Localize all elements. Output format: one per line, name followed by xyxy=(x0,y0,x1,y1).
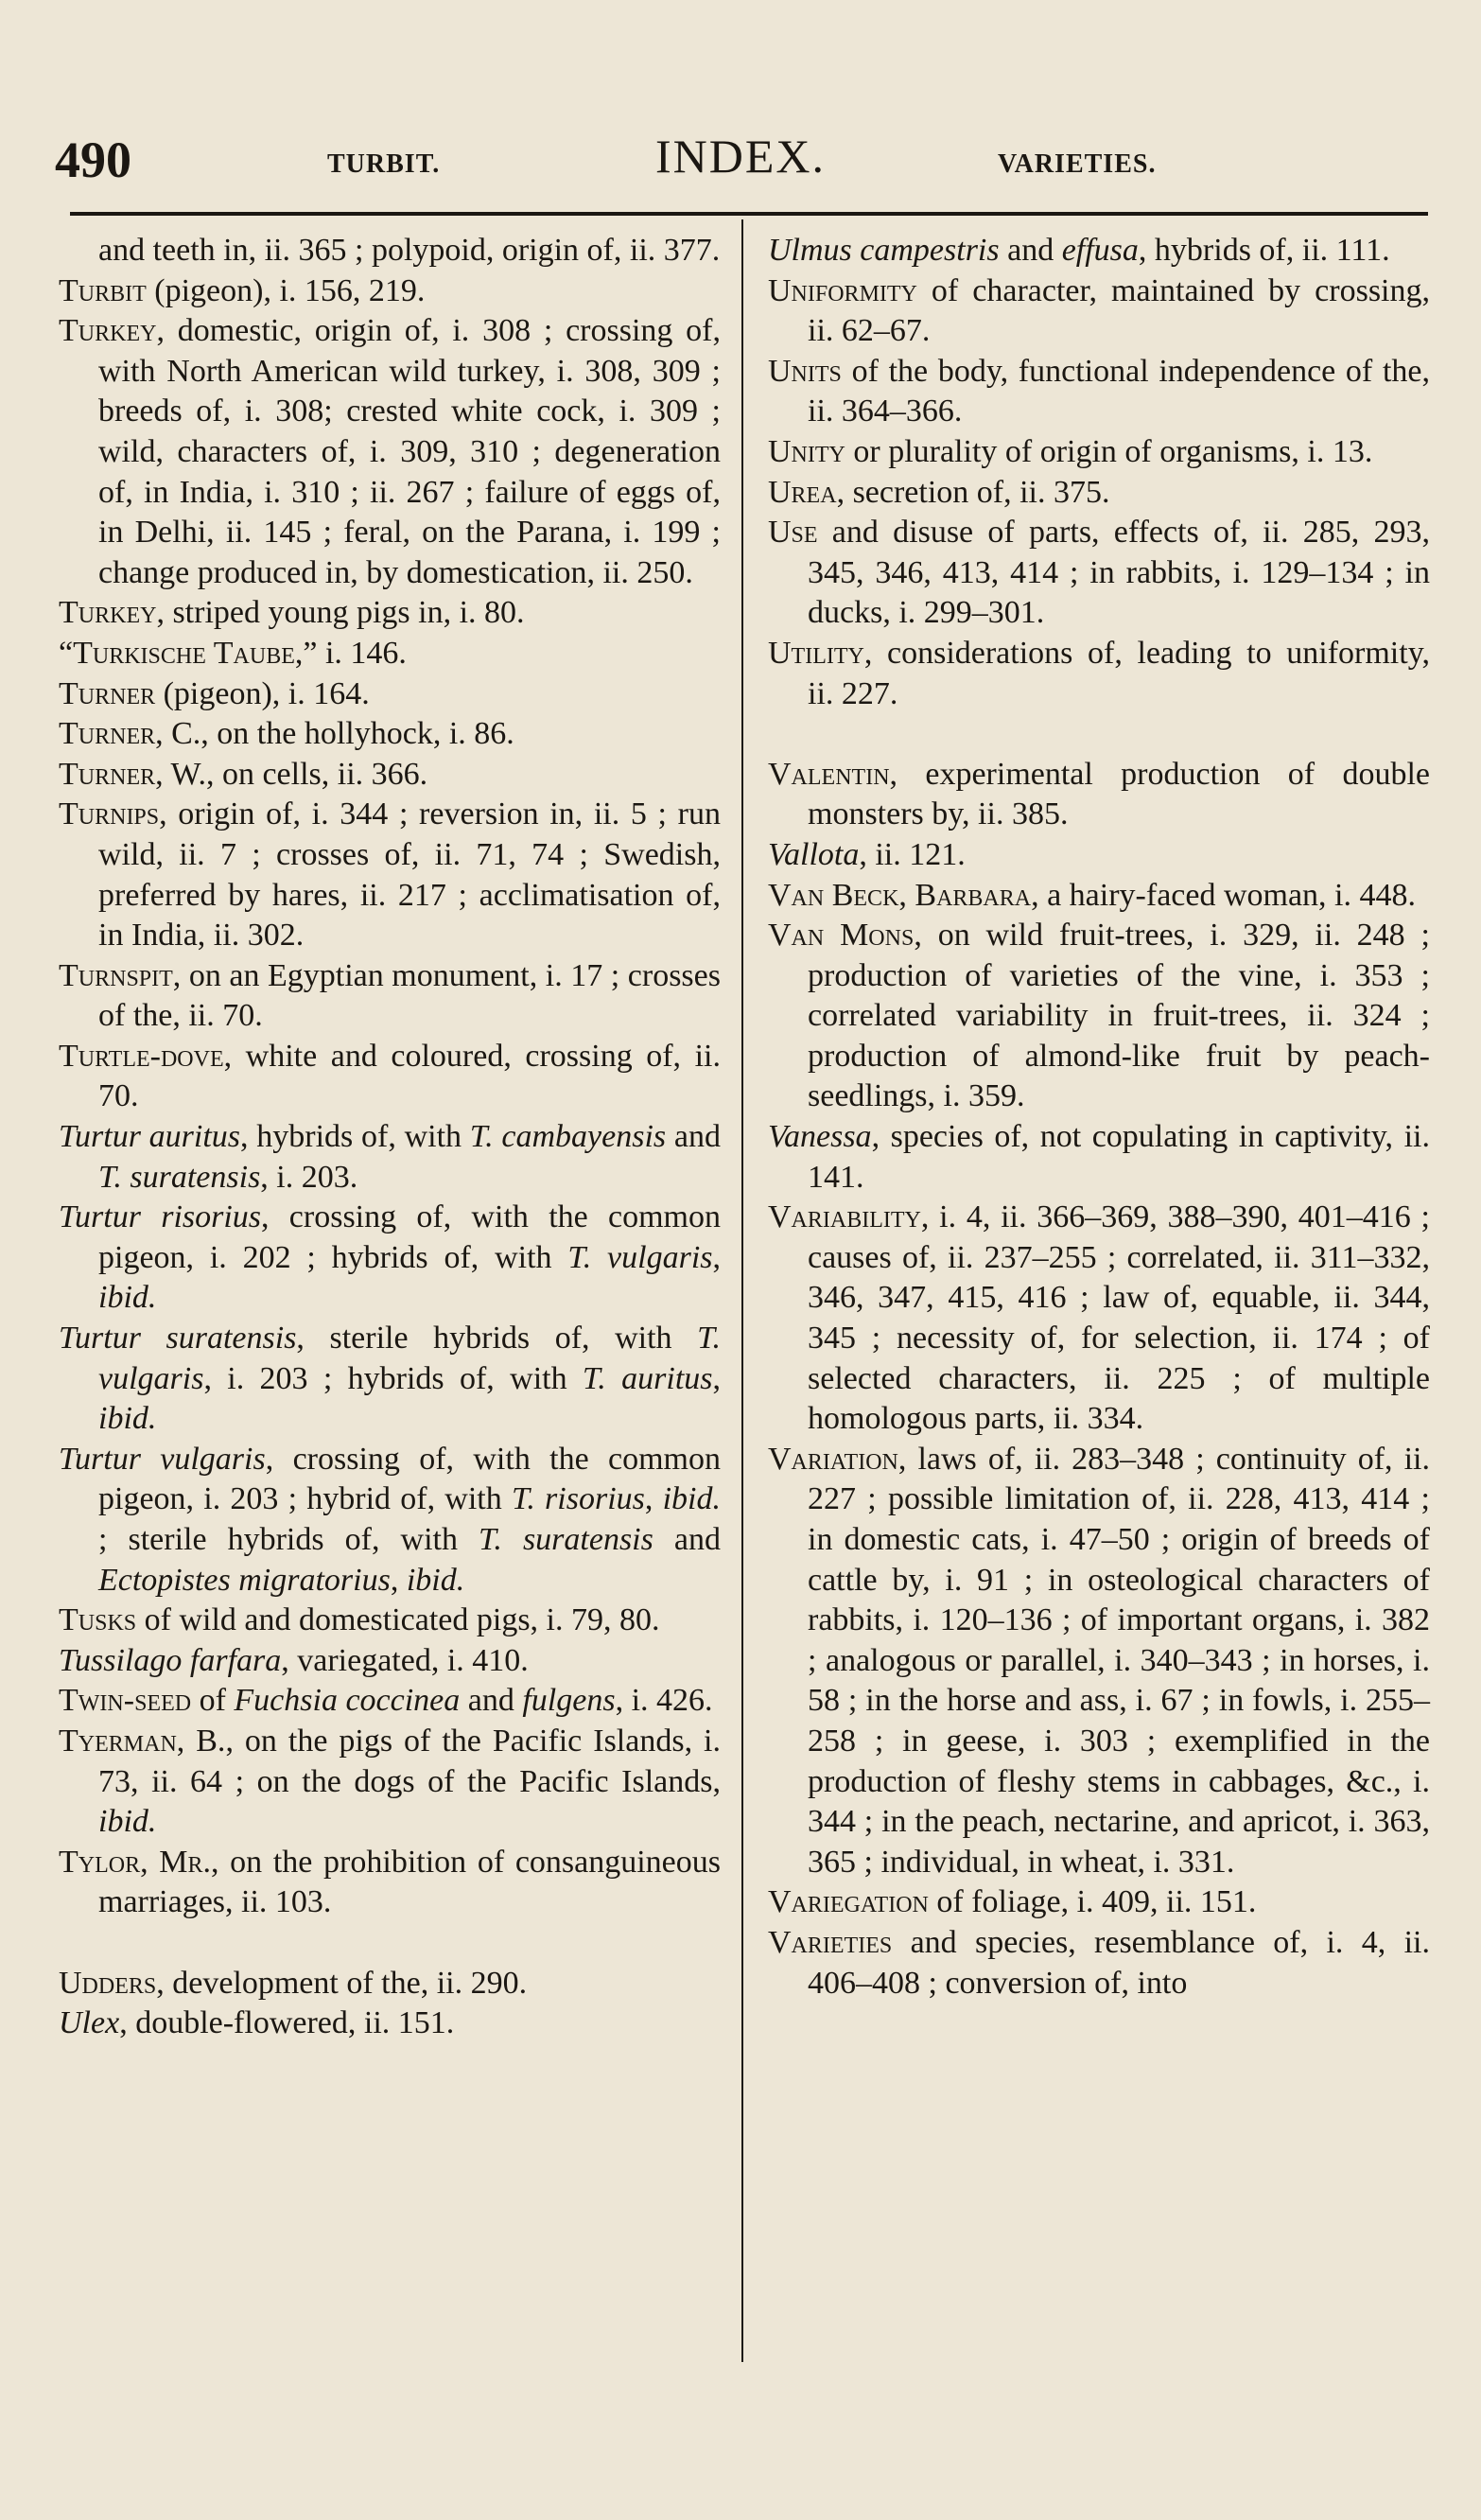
entry-headword: Turnips xyxy=(59,796,160,832)
header-rule xyxy=(70,212,1428,216)
index-entry: Ulex, double-flowered, ii. 151. xyxy=(59,2005,455,2041)
index-entry: Turnips, origin of, i. 344 ; reversion in, ii. 5 ; run wild, ii. 7 ; crosses of, ii. 71, 74 ; Swedish, preferred by hares, ii. 217 ; acclimatisation of, in India, ii. 302. xyxy=(59,796,721,954)
index-entry: Varieties and species, resemblance of, i. 4, ii. 406–408 ; conversion of, into xyxy=(768,1924,1430,2001)
index-entry: Uniformity of character, maintained by crossing, ii. 62–67. xyxy=(768,272,1430,349)
entry-headword: Turkey xyxy=(59,595,157,631)
index-entry: Valentin, experimental production of double monsters by, ii. 385. xyxy=(768,756,1430,832)
index-entry: Turtur auritus, hybrids of, with T. cambayensis and T. suratensis, i. 203. xyxy=(59,1119,721,1195)
entry-headword: Turnspit xyxy=(59,957,173,993)
index-entry: Turner, W., on cells, ii. 366. xyxy=(59,756,428,792)
index-entry: and teeth in, ii. 365 ; polypoid, origin of, ii. 377. xyxy=(98,233,721,268)
entry-headword: Use xyxy=(768,515,818,551)
entry-headword: Units xyxy=(768,353,842,389)
index-entry: Turkey, domestic, origin of, i. 308 ; crossing of, with North American wild turkey, i. 308, 309 ; breeds of, i. 308; crested white cock, i. 309 ; wild, characters of, i. 309, 310 ; degeneration of, in India, i. 310 ; ii. 267 ; failure of eggs of, in Delhi, ii. 145 ; feral, on the Parana, i. 199 ; change produced in, by domestication, ii. 250. xyxy=(59,313,721,590)
index-entry: Van Beck, Barbara, a hairy-faced woman, i. 448. xyxy=(768,877,1416,913)
index-entry: Ulmus campestris and effusa, hybrids of, ii. 111. xyxy=(768,233,1390,268)
index-entry: Utility, considerations of, leading to uniformity, ii. 227. xyxy=(768,635,1430,711)
index-entry: Unity or plurality of origin of organisms, i. 13. xyxy=(768,433,1373,469)
entry-headword: Unity xyxy=(768,433,845,469)
entry-headword: Uniformity xyxy=(768,272,917,308)
index-entry: Variability, i. 4, ii. 366–369, 388–390, 401–416 ; causes of, ii. 237–255 ; correlated, ii. 311–332, 346, 347, 415, 416 ; law of, equable, ii. 344, 345 ; necessity of, for selection, ii. 174 ; of selected characters, ii. 225 ; of multiple homologous parts, ii. 334. xyxy=(768,1199,1430,1437)
entry-headword: Utility xyxy=(768,635,864,671)
entry-headword: Variation xyxy=(768,1441,898,1477)
index-entry: Vanessa, species of, not copulating in captivity, ii. 141. xyxy=(768,1119,1430,1195)
index-entry: Tyerman, B., on the pigs of the Pacific Islands, i. 73, ii. 64 ; on the dogs of the Pacific Islands, ibid. xyxy=(59,1723,721,1840)
index-entry: Turner (pigeon), i. 164. xyxy=(59,675,370,711)
entry-headword: Turner, W. xyxy=(59,756,206,792)
left-column xyxy=(59,231,721,2044)
entry-headword: Turbit xyxy=(59,272,147,308)
entry-headword: Valentin xyxy=(768,756,890,792)
entry-headword: Van Mons xyxy=(768,918,915,954)
entry-headword: “Turkische Taube,” xyxy=(59,635,318,671)
entry-headword: Variegation xyxy=(768,1884,929,1920)
entry-headword: Tyerman, B. xyxy=(59,1723,226,1759)
page-number: 490 xyxy=(55,131,131,188)
entry-headword: Udders xyxy=(59,1965,157,2001)
index-entry: Tussilago farfara, variegated, i. 410. xyxy=(59,1642,529,1678)
index-entry: Turner, C., on the hollyhock, i. 86. xyxy=(59,716,514,752)
index-entry: Use and disuse of parts, effects of, ii. 285, 293, 345, 346, 413, 414 ; in rabbits, i. 129–134 ; in ducks, i. 299–301. xyxy=(768,515,1430,631)
entry-headword: Tylor, Mr. xyxy=(59,1844,212,1880)
index-entry: Tylor, Mr., on the prohibition of consanguineous marriages, ii. 103. xyxy=(59,1844,721,1920)
entry-headword: Variability xyxy=(768,1199,921,1235)
entry-headword: Turner xyxy=(59,675,156,711)
entry-headword: Van Beck, Barbara xyxy=(768,877,1032,913)
section-gap xyxy=(59,1923,721,1964)
index-entry: Turtur vulgaris, crossing of, with the common pigeon, i. 203 ; hybrid of, with T. risorius, ibid. ; sterile hybrids of, with T. suratensis and Ectopistes migratorius, ibid. xyxy=(59,1441,721,1598)
index-entry: Units of the body, functional independence of the, ii. 364–366. xyxy=(768,353,1430,429)
page-header xyxy=(55,123,1436,189)
index-entry: “Turkische Taube,” i. 146. xyxy=(59,635,407,671)
index-entry: Udders, development of the, ii. 290. xyxy=(59,1965,528,2001)
index-entry: Turtur suratensis, sterile hybrids of, with T. vulgaris, i. 203 ; hybrids of, with T. auritus, ibid. xyxy=(59,1321,721,1437)
index-entry: Turtle-dove, white and coloured, crossing of, ii. 70. xyxy=(59,1038,721,1114)
entry-headword: Turtle-dove xyxy=(59,1038,224,1074)
entry-headword: Turkey xyxy=(59,313,157,349)
entry-headword: Varieties xyxy=(768,1924,893,1960)
index-entry: Vallota, ii. 121. xyxy=(768,836,966,872)
index-entry: Turbit (pigeon), i. 156, 219. xyxy=(59,272,426,308)
left-running-head: TURBIT. xyxy=(327,149,441,179)
right-running-head: VARIETIES. xyxy=(998,149,1157,179)
column-divider xyxy=(741,219,743,2362)
index-entry: Van Mons, on wild fruit-trees, i. 329, ii. 248 ; production of varieties of the vine, i. 353 ; correlated variability in fruit-trees, ii. 324 ; production of almond-like fruit by peach-seedlings, i. 359. xyxy=(768,918,1430,1114)
index-entry: Urea, secretion of, ii. 375. xyxy=(768,474,1110,510)
index-entry: Variegation of foliage, i. 409, ii. 151. xyxy=(768,1884,1257,1920)
page-title: INDEX. xyxy=(655,130,827,183)
index-entry: Turtur risorius, crossing of, with the common pigeon, i. 202 ; hybrids of, with T. vulgaris, ibid. xyxy=(59,1199,721,1316)
entry-headword: Turner, C. xyxy=(59,716,201,752)
index-entry: Turnspit, on an Egyptian monument, i. 17 ; crosses of the, ii. 70. xyxy=(59,957,721,1034)
right-column xyxy=(768,231,1430,2004)
index-entry: Twin-seed of Fuchsia coccinea and fulgens, i. 426. xyxy=(59,1683,713,1719)
entry-headword: Tusks xyxy=(59,1602,137,1638)
index-entry: Variation, laws of, ii. 283–348 ; continuity of, ii. 227 ; possible limitation of, ii. 228, 413, 414 ; in domestic cats, i. 47–50 ; origin of breeds of cattle by, i. 91 ; in osteological characters of rabbits, i. 120–136 ; of important organs, i. 382 ; analogous or parallel, i. 340–343 ; in horses, i. 58 ; in the horse and ass, i. 67 ; in fowls, i. 255–258 ; in geese, i. 303 ; exemplified in the production of fleshy stems in cabbages, &c., i. 344 ; in the peach, nectarine, and apricot, i. 363, 365 ; individual, in wheat, i. 331. xyxy=(768,1441,1430,1880)
index-entry: Turkey, striped young pigs in, i. 80. xyxy=(59,595,525,631)
entry-headword: Urea xyxy=(768,474,837,510)
index-entry: Tusks of wild and domesticated pigs, i. 79, 80. xyxy=(59,1602,660,1638)
section-gap xyxy=(768,714,1430,755)
